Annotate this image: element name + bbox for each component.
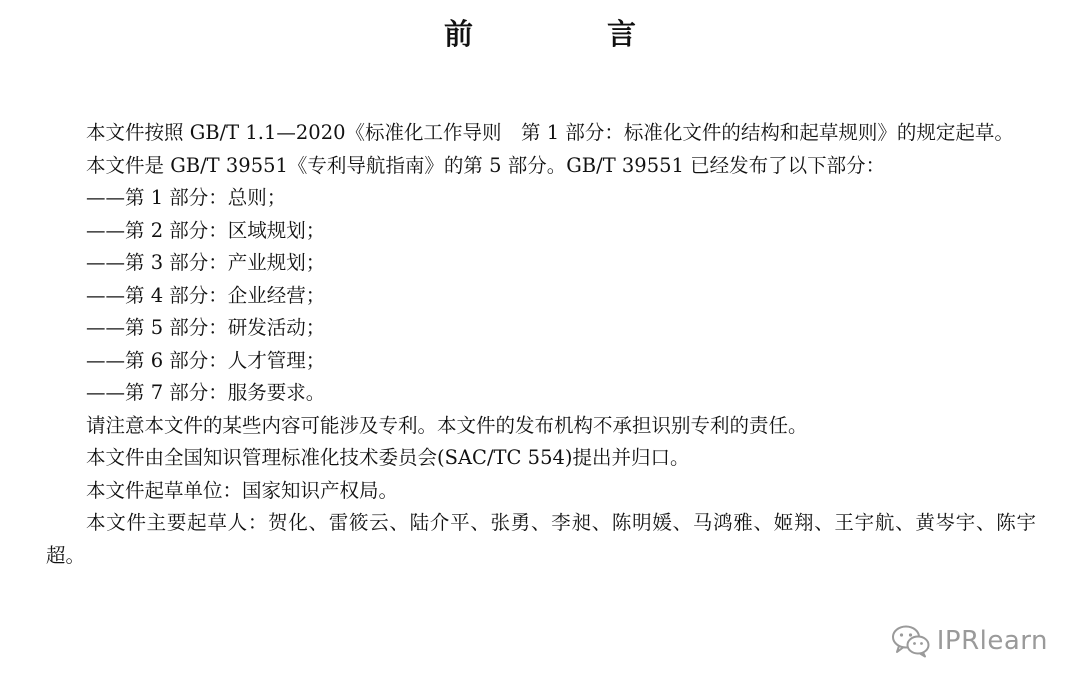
watermark-text: IPRlearn [936, 626, 1048, 656]
paragraph-drafting-unit: 本文件起草单位：国家知识产权局。 [86, 478, 399, 502]
list-item: ——第 5 部分：研发活动； [86, 316, 326, 339]
wechat-icon [891, 624, 931, 658]
paragraph-drafting-rules: 本文件按照 GB/T 1.1—2020《标准化工作导则 第 1 部分：标准化文件的结构和起草规则》的规定起草。 [86, 121, 1014, 144]
paragraph-standard-parts-intro: 本文件是 GB/T 39551《专利导航指南》的第 5 部分。GB/T 39551 已经发布了以下部分： [86, 153, 886, 177]
list-item: ——第 1 部分：总则； [86, 186, 287, 209]
list-item: ——第 4 部分：企业经营； [86, 283, 326, 307]
page-title: 前 言 [443, 17, 699, 51]
list-item: ——第 3 部分：产业规划； [86, 251, 326, 274]
paragraph-drafters: 本文件主要起草人：贺化、雷筱云、陆介平、张勇、李昶、陈明媛、马鸿雅、姬翔、王宇航、黄岑宇、陈宇超。 [46, 511, 1036, 567]
paragraph-proposer: 本文件由全国知识管理标准化技术委员会(SAC/TC 554)提出并归口。 [86, 446, 690, 469]
list-item: ——第 7 部分：服务要求。 [86, 381, 326, 404]
document-body [46, 117, 1036, 572]
list-item: ——第 6 部分：人才管理； [86, 348, 326, 372]
watermark [891, 624, 1048, 658]
list-item: ——第 2 部分：区域规划； [86, 218, 326, 242]
paragraph-patent-notice: 请注意本文件的某些内容可能涉及专利。本文件的发布机构不承担识别专利的责任。 [86, 413, 808, 437]
